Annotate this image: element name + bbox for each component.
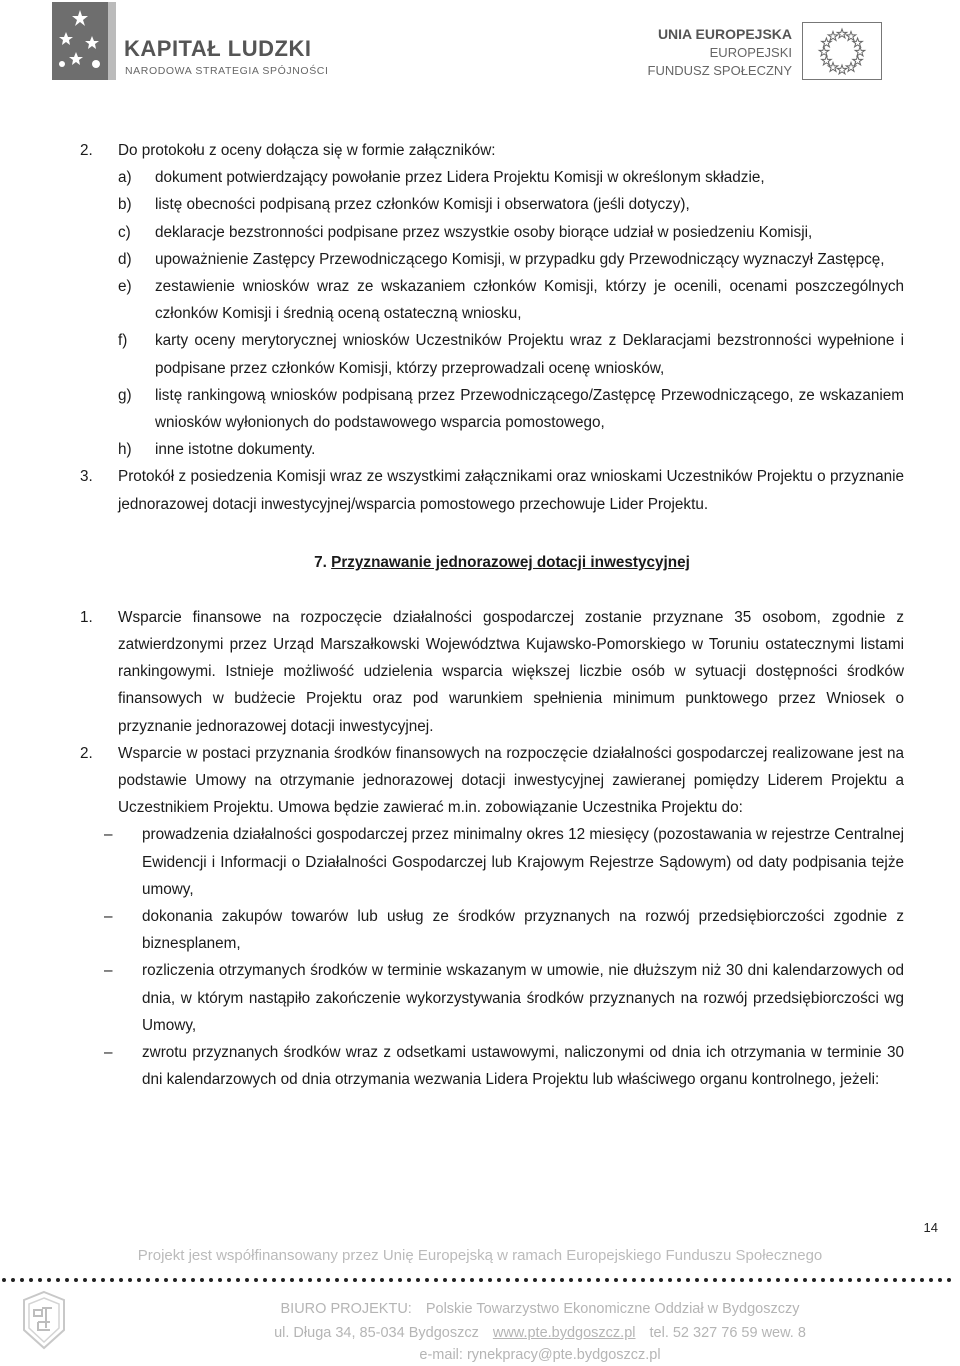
dash-item: [80, 903, 904, 957]
numbered-item-2: [80, 137, 904, 164]
footer-address: ul. Długa 34, 85-034 Bydgoszcz: [274, 1325, 479, 1341]
pte-logo-icon: [20, 1290, 68, 1350]
dash-item: [80, 957, 904, 1039]
cofinancing-note: Projekt jest współfinansowany przez Unię Europejską w ramach Europejskiego Funduszu Społecznego: [137, 1247, 823, 1264]
sub-item-text: inne istotne dokumenty.: [155, 441, 316, 459]
item-text: Wsparcie w postaci przyznania środków finansowych na rozpoczęcie działalności gospodarczej realizowane jest na podstawie Umowy na otrzymanie jednorazowej dotacji inwestycyjnej zawieranej pomiędzy Liderem Projektu a Uczestnikiem Projektu. Umowa będzie zawierać m.in. zobowiązanie Uczestnika Projektu do:: [118, 744, 904, 817]
sub-item-text: listę obecności podpisaną przez członków Komisji i obserwatora (jeśli dotyczy),: [155, 196, 690, 214]
section-number: 7.: [314, 553, 327, 571]
eu-flag-icon: [802, 22, 882, 80]
dash-item: [80, 821, 904, 903]
kapital-ludzki-subtitle: NARODOWA STRATEGIA SPÓJNOŚCI: [125, 65, 329, 77]
dotted-divider: [0, 1276, 960, 1284]
kapital-ludzki-logo: [52, 2, 352, 82]
item-text: Do protokołu z oceny dołącza się w formie załączników:: [118, 142, 496, 159]
sub-item-h: [80, 436, 904, 463]
sub-item-text: zestawienie wniosków wraz ze wskazaniem członków Komisji, którzy je ocenili, ocenami poszczególnych członków Komisji i średnią oceną ostateczną wniosku,: [155, 278, 904, 323]
section-heading: [80, 549, 904, 576]
sub-item-letter: e): [118, 278, 132, 296]
document-body: [80, 137, 904, 1094]
section-title-text: Przyznawanie jednorazowej dotacji inwestycyjnej: [331, 553, 690, 571]
footer-email[interactable]: e-mail: rynekpracy@pte.bydgoszcz.pl: [419, 1347, 661, 1363]
sub-item-e: [80, 273, 904, 327]
numbered-item-2b: [80, 740, 904, 822]
item-number: 1.: [80, 608, 93, 626]
dash-bullet: –: [104, 908, 113, 926]
kapital-ludzki-emblem-icon: [52, 2, 116, 80]
dash-bullet: –: [104, 1044, 113, 1062]
sub-item-text: karty oceny merytorycznej wniosków Uczestników Projektu wraz z Deklaracjami bezstronności wypełnione i podpisane przez członków Komisji, którzy przeprowadzali ocenę wniosków,: [155, 332, 904, 377]
sub-item-letter: g): [118, 386, 132, 404]
eu-logo-line2: EUROPEJSKI: [709, 45, 792, 60]
item-text: Wsparcie finansowe na rozpoczęcie działalności gospodarczej zostanie przyznane 35 osobom, zgodnie z zatwierdzonymi przez Urząd Marszałkowski Województwa Kujawsko-Pomorskiego w Toruniu ostatecznymi listami rankingowymi. Istnieje możliwość udzielenia wsparcia większej liczbie osób w sytuacji dostępności środków finansowych w budżecie Projektu oraz pod warunkiem spełnienia minimum punktowego przez Wniosek o przyznanie jednorazowej dotacji inwestycyjnej.: [118, 608, 904, 735]
footer-phone: tel. 52 327 76 59 wew. 8: [649, 1325, 806, 1341]
eu-logo-line1: UNIA EUROPEJSKA: [657, 26, 792, 42]
dash-item-text: prowadzenia działalności gospodarczej przez minimalny okres 12 miesięcy (pozostawania w rejestrze Centralnej Ewidencji i Informacji o Działalności Gospodarczej lub Krajowym Rejestrze Sądowym) od daty podpisania tejże umowy,: [142, 826, 904, 898]
kapital-ludzki-title: KAPITAŁ LUDZKI: [124, 36, 312, 61]
footer-website-link[interactable]: www.pte.bydgoszcz.pl: [492, 1325, 636, 1341]
dash-bullet: –: [104, 962, 113, 980]
sub-item-c: [80, 219, 904, 246]
numbered-item-3: [80, 463, 904, 517]
dash-item-text: rozliczenia otrzymanych środków w terminie wskazanym w umowie, nie dłuższym niż 30 dni kalendarzowych od dnia, w którym nastąpiło zakończenie wykorzystywania środków przyznanych na rozwój przedsiębiorczości wg Umowy,: [142, 962, 904, 1034]
footer-org-label: BIURO PROJEKTU:: [280, 1301, 412, 1317]
sub-item-text: upoważnienie Zastępcy Przewodniczącego Komisji, w przypadku gdy Przewodniczący wyznaczył Zastępcę,: [155, 250, 885, 268]
eu-logo: [640, 22, 910, 82]
sub-item-letter: h): [118, 441, 132, 459]
sub-item-letter: c): [118, 223, 131, 241]
sub-item-f: [80, 327, 904, 381]
page-number: 14: [923, 1220, 938, 1235]
sub-item-d: [80, 246, 904, 273]
item-text: Protokół z posiedzenia Komisji wraz ze wszystkimi załącznikami oraz wnioskami Uczestników Projektu o przyznanie jednorazowej dotacji inwestycyjnej/wsparcia pomostowego przechowuje Lider Projektu.: [118, 468, 904, 513]
item-number: 2.: [80, 142, 93, 159]
dash-item: [80, 1039, 904, 1093]
sub-item-text: listę rankingową wniosków podpisaną przez Przewodniczącego/Zastępcę Przewodniczącego, ze wskazaniem wniosków wyłonionych do podstawowego wsparcia pomostowego,: [155, 386, 904, 432]
sub-item-text: dokument potwierdzający powołanie przez Lidera Projektu Komisji w określonym składzie,: [155, 169, 765, 187]
footer-contact: [240, 1325, 840, 1341]
sub-item-text: deklaracje bezstronności podpisane przez wszystkie osoby biorące udział w posiedzeniu Komisji,: [155, 223, 813, 241]
sub-item-letter: d): [118, 250, 132, 268]
sub-item-g: [80, 382, 904, 436]
eu-logo-line3: FUNDUSZ SPOŁECZNY: [647, 63, 792, 78]
dash-item-text: zwrotu przyznanych środków wraz z odsetkami ustawowymi, naliczonymi od dnia ich otrzymania w terminie 30 dni kalendarzowych od dnia otrzymania wezwania Lidera Projektu lub właściwego organu kontrolnego, jeżeli:: [142, 1044, 904, 1089]
numbered-item-1: [80, 604, 904, 740]
dash-item-text: dokonania zakupów towarów lub usług ze środków przyznanych na rozwój przedsiębiorczości zgodnie z biznesplanem,: [142, 908, 904, 953]
footer-org-name: Polskie Towarzystwo Ekonomiczne Oddział w Bydgoszczy: [425, 1301, 800, 1317]
item-number: 3.: [80, 468, 93, 486]
sub-item-b: [80, 191, 904, 218]
sub-item-letter: b): [118, 196, 132, 214]
sub-item-a: [80, 164, 904, 191]
footer-org: [240, 1301, 840, 1317]
item-number: 2.: [80, 744, 93, 762]
sub-item-letter: a): [118, 169, 132, 187]
sub-item-letter: f): [118, 332, 128, 350]
dash-bullet: –: [104, 826, 113, 844]
